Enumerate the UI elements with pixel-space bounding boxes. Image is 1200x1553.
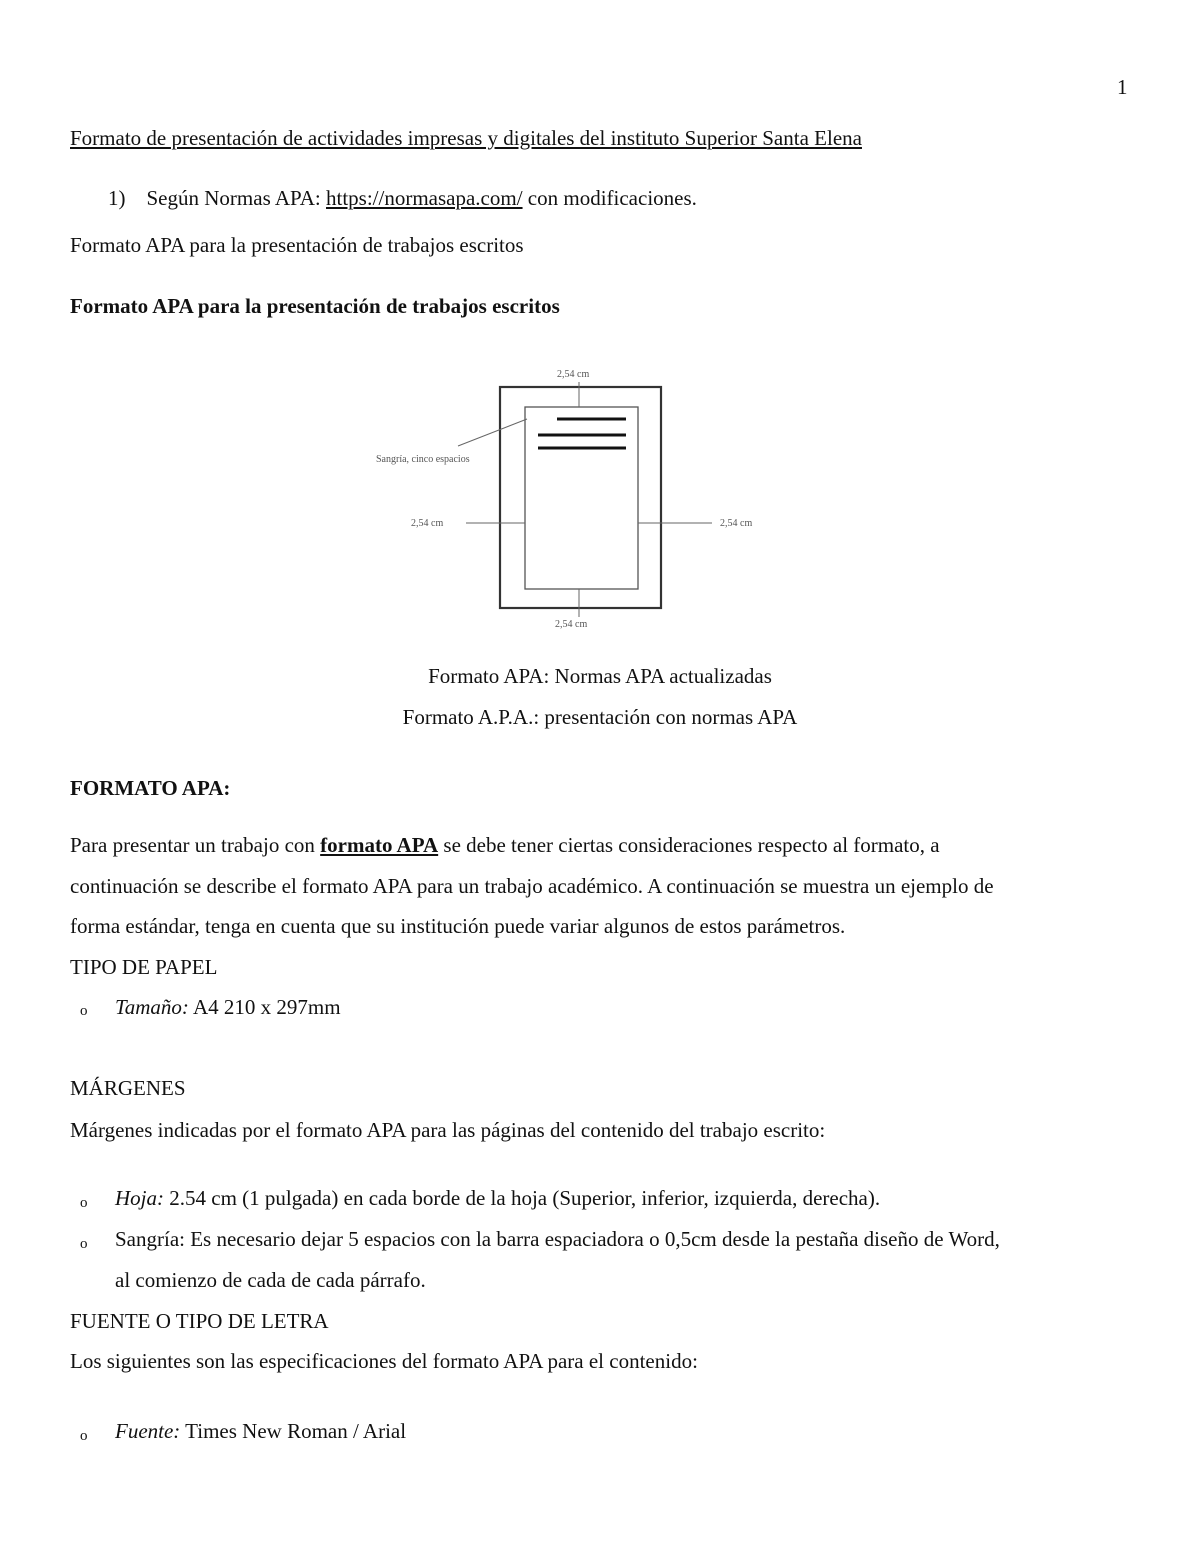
right-margin-label: 2,54 cm	[720, 518, 753, 529]
section-title-margenes: MÁRGENES	[70, 1076, 186, 1100]
list-number: 1)	[108, 186, 126, 210]
list-item-hoja	[115, 1186, 880, 1211]
list-item-tamano	[80, 996, 88, 1021]
hoja-label: Hoja:	[115, 1186, 164, 1210]
list-item-prefix: Según Normas APA:	[146, 186, 326, 210]
bullet-icon: o	[80, 1195, 88, 1211]
paragraph-text: Para presentar un trabajo con	[70, 833, 321, 857]
list-item-sangria-line-2: al comienzo de cada de cada párrafo.	[115, 1268, 426, 1292]
paragraph-line-1	[70, 833, 940, 858]
subtitle-plain: Formato APA para la presentación de trabajos escritos	[70, 233, 524, 257]
list-item-sangria-bullet	[80, 1229, 88, 1254]
indent-label: Sangría, cinco espacios	[376, 454, 470, 465]
section-title-fuente: FUENTE O TIPO DE LETRA	[70, 1309, 329, 1333]
list-item-suffix: con modificaciones.	[522, 186, 697, 210]
document-heading: Formato de presentación de actividades impresas y digitales del instituto Superior Santa Elena	[70, 126, 862, 150]
fuente-label: Fuente:	[115, 1419, 181, 1443]
paragraph-line-3: forma estándar, tenga en cuenta que su institución puede variar algunos de estos parámetros.	[70, 914, 846, 938]
indent-pointer-line	[458, 419, 527, 446]
list-item-normas	[108, 186, 697, 211]
bottom-margin-label: 2,54 cm	[555, 619, 588, 630]
margin-diagram	[0, 362, 1200, 632]
list-item-fuente-bullet	[80, 1421, 88, 1446]
page-number: 1	[1117, 75, 1128, 99]
caption-2: Formato A.P.A.: presentación con normas APA	[402, 705, 798, 729]
top-margin-label: 2,54 cm	[557, 369, 590, 380]
formato-apa-link[interactable]: formato APA	[320, 833, 439, 857]
margenes-intro: Márgenes indicadas por el formato APA para las páginas del contenido del trabajo escrito:	[70, 1118, 826, 1142]
left-margin-label: 2,54 cm	[411, 518, 444, 529]
section-title-tipo-papel: TIPO DE PAPEL	[70, 955, 218, 979]
normasapa-link[interactable]: https://normasapa.com/	[326, 186, 523, 210]
caption-1: Formato APA: Normas APA actualizadas	[428, 664, 772, 688]
paragraph-line-2: continuación se describe el formato APA para un trabajo académico. A continuación se muestra un ejemplo de	[70, 874, 994, 898]
section-title-formato-apa: FORMATO APA:	[70, 776, 231, 800]
paragraph-text: se debe tener ciertas consideraciones respecto al formato, a	[438, 833, 940, 857]
subtitle-bold: Formato APA para la presentación de trabajos escritos	[70, 294, 560, 318]
list-item-fuente	[115, 1419, 406, 1444]
tamano-label: Tamaño:	[115, 995, 189, 1019]
hoja-value: 2.54 cm (1 pulgada) en cada borde de la hoja (Superior, inferior, izquierda, derecha).	[164, 1186, 881, 1210]
tamano-value: A4 210 x 297mm	[188, 995, 341, 1019]
bullet-icon: o	[80, 1428, 88, 1444]
list-item-tamano-text	[115, 995, 341, 1020]
fuente-intro: Los siguientes son las especificaciones del formato APA para el contenido:	[70, 1349, 698, 1373]
bullet-icon: o	[80, 1236, 88, 1252]
fuente-value: Times New Roman / Arial	[180, 1419, 407, 1443]
bullet-icon: o	[80, 1003, 88, 1019]
list-item-sangria-line-1: Sangría: Es necesario dejar 5 espacios con la barra espaciadora o 0,5cm desde la pestaña diseño de Word,	[115, 1227, 1000, 1251]
list-item-hoja-bullet	[80, 1188, 88, 1213]
